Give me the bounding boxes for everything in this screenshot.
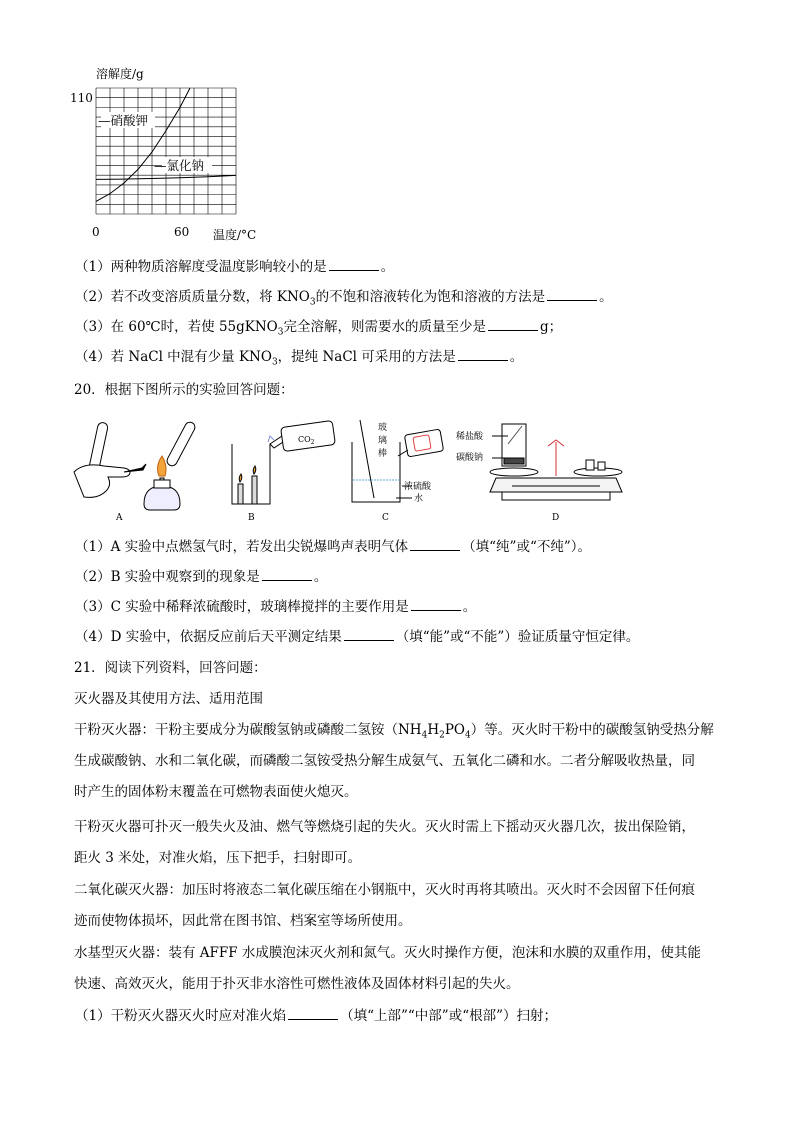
chart-x-tick-60: 60 bbox=[174, 225, 190, 239]
q19-item1: （1）两种物质溶解度受温度影响较小的是 。 bbox=[75, 256, 394, 277]
q21-p1-line1: 干粉灭火器：干粉主要成分为碳酸氢钠或磷酸二氢铵$(NH_4H_2PO_4)$等。灭火时干粉中的碳酸氢钠受热分解 bbox=[74, 722, 714, 741]
answer-blank[interactable] bbox=[288, 1005, 338, 1020]
q19-item3: （3）在 60℃时，若使 55gKNO$_3$完全溶解，则需要水的质量至少是 g； bbox=[75, 316, 562, 343]
answer-blank[interactable] bbox=[458, 346, 508, 361]
chart-ylabel: 溶解度/g bbox=[96, 67, 144, 81]
answer-blank[interactable] bbox=[488, 316, 538, 331]
q21-heading: 灭火器及其使用方法、适用范围 bbox=[74, 691, 263, 707]
label-glass-2: 璃 bbox=[378, 436, 388, 446]
q21-p1-line3: 时产生的固体粉末覆盖在可燃物表面使火熄灭。 bbox=[74, 784, 358, 800]
answer-blank[interactable] bbox=[344, 626, 394, 641]
label-b: B bbox=[248, 513, 255, 523]
answer-blank[interactable] bbox=[547, 286, 597, 301]
q21-p2-line1: 干粉灭火器可扑灭一般失火及油、燃气等燃烧引起的失火。灭火时需上下摇动灭火器几次，拔出保险销， bbox=[74, 819, 695, 835]
experiment-figure bbox=[72, 414, 642, 526]
label-glass-3: 棒 bbox=[378, 449, 388, 459]
label-a: A bbox=[116, 513, 123, 523]
answer-blank[interactable] bbox=[411, 596, 461, 611]
label-d: D bbox=[552, 513, 560, 523]
label-water: 水 bbox=[414, 494, 424, 504]
answer-blank[interactable] bbox=[262, 566, 312, 581]
q20-item1: （1）A 实验中点燃氢气时，若发出尖锐爆鸣声表明气体 （填“纯”或“不纯”）。 bbox=[75, 536, 591, 557]
q20-title: 20．根据下图所示的实验回答问题： bbox=[74, 382, 294, 398]
experiment-d bbox=[490, 424, 622, 500]
chart-y-tick: 110 bbox=[70, 91, 93, 105]
label-co2: $CO_2$ bbox=[298, 435, 315, 446]
chart-xlabel: 温度/°C bbox=[213, 228, 257, 242]
q19-item4: （4）若 NaCl 中混有少量 $KNO_3$，提纯 NaCl 可采用的方法是 。 bbox=[75, 346, 523, 373]
q21-title: 21．阅读下列资料，回答问题： bbox=[74, 660, 267, 676]
q21-p4-line2: 快速、高效灭火，能用于扑灭非水溶性可燃性液体及固体材料引起的失火。 bbox=[74, 976, 520, 992]
q20-item3: （3）C 实验中稀释浓硫酸时，玻璃棒搅拌的主要作用是 。 bbox=[75, 596, 476, 617]
experiment-b bbox=[232, 420, 335, 504]
series-label-kno3: —硝酸钾 bbox=[98, 113, 149, 128]
q20-item4: （4）D 实验中，依据反应前后天平测定结果 （填“能”或“不能”）验证质量守恒定律。 bbox=[75, 626, 639, 647]
q21-p1-line2: 生成碳酸钠、水和二氧化碳，而磷酸二氢铵受热分解生成氨气、五氧化二磷和水。二者分解吸收热量，同 bbox=[74, 753, 695, 769]
label-na2co3: 碳酸钠 bbox=[456, 453, 484, 463]
experiment-a bbox=[74, 420, 197, 510]
label-c: C bbox=[382, 513, 389, 523]
label-acid: 浓硫酸 bbox=[404, 482, 432, 492]
series-label-nacl: —氯化钠 bbox=[154, 158, 205, 173]
q20-item2: （2）B 实验中观察到的现象是 。 bbox=[75, 566, 327, 587]
q21-p4-line1: 水基型灭火器：装有 AFFF 水成膜泡沫灭火剂和氮气。灭火时操作方便，泡沫和水膜的双重作用，使其能 bbox=[74, 945, 701, 961]
q19-item2: （2）若不改变溶质质量分数，将 $KNO_3$的不饱和溶液转化为饱和溶液的方法是 。 bbox=[75, 286, 613, 313]
label-glass-1: 玻 bbox=[378, 423, 388, 433]
label-hcl: 稀盐酸 bbox=[456, 432, 484, 442]
chart-x-tick-0: 0 bbox=[92, 225, 100, 239]
q21-item1: （1）干粉灭火器灭火时应对准火焰 （填“上部”“中部”或“根部”）扫射； bbox=[75, 1005, 557, 1026]
q21-p2-line2: 距火 3 米处，对准火焰，压下把手，扫射即可。 bbox=[74, 850, 362, 866]
answer-blank[interactable] bbox=[410, 536, 460, 551]
answer-blank[interactable] bbox=[329, 256, 379, 271]
solubility-chart bbox=[70, 62, 270, 242]
chart-grid bbox=[96, 88, 236, 214]
q21-p3-line2: 迹而使物体损坏，因此常在图书馆、档案室等场所使用。 bbox=[74, 913, 412, 929]
q21-p3-line1: 二氧化碳灭火器：加压时将液态二氧化碳压缩在小钢瓶中，灭火时再将其喷出。灭火时不会因留下任何痕 bbox=[74, 882, 695, 898]
